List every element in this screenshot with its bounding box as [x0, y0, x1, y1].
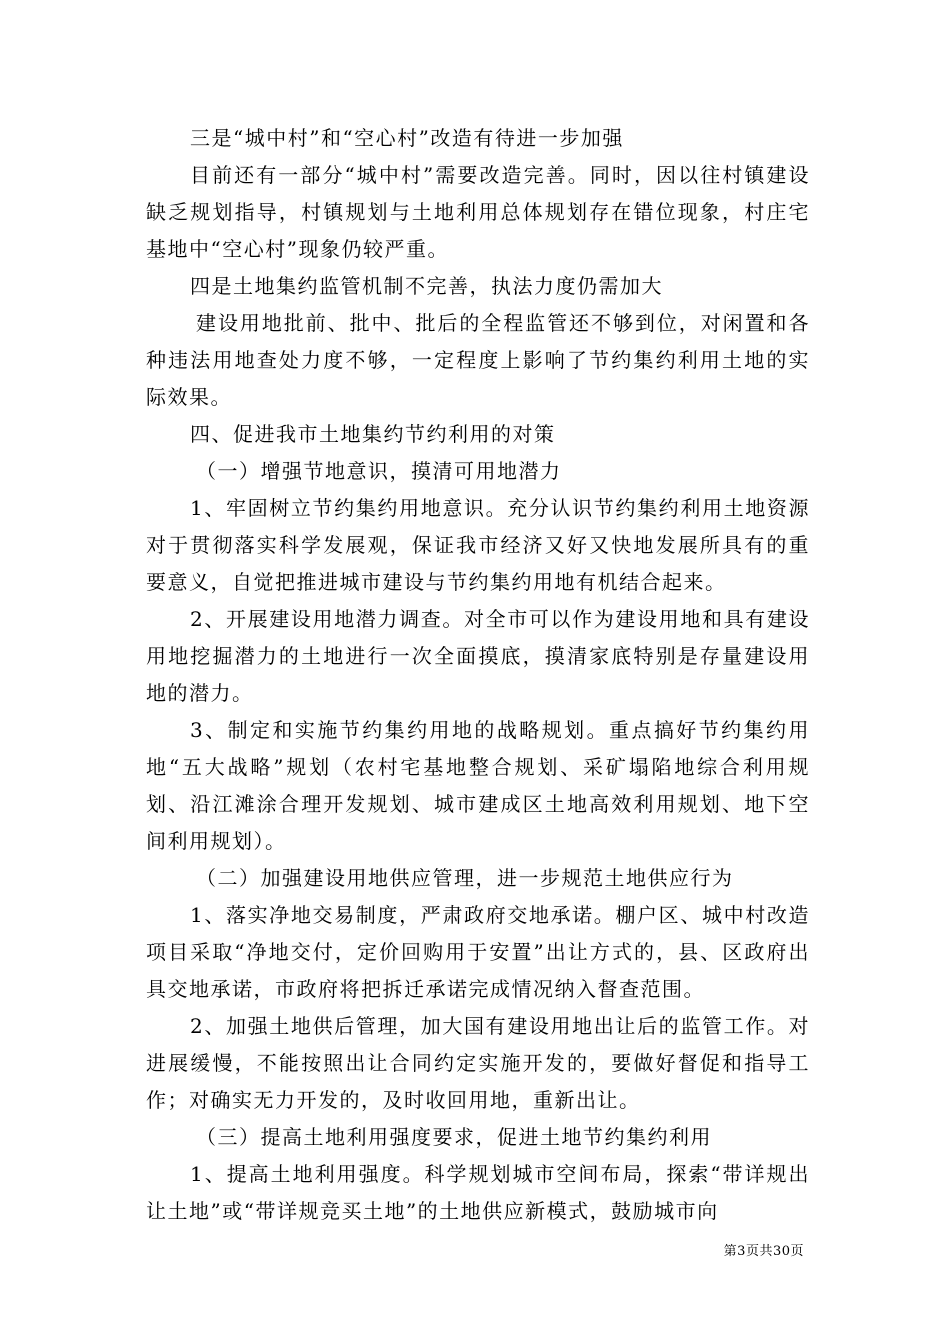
paragraph-item-3: 3、制定和实施节约集约用地的战略规划。重点搞好节约集约用地“五大战略”规划（农村宅基地整合规划、采矿塌陷地综合利用规划、沿江滩涂合理开发规划、城市建成区土地高效利用规划、地下空间利用规划）。: [146, 718, 810, 853]
paragraph-supply-item-2: 2、加强土地供后管理，加大国有建设用地出让后的监管工作。对进展缓慢，不能按照出让合同约定实施开发的，要做好督促和指导工作；对确实无力开发的，及时收回用地，重新出让。: [146, 1014, 810, 1112]
subheading-awareness: （一）增强节地意识，摸清可用地潜力: [196, 459, 562, 483]
heading-urban-villages: 三是“城中村”和“空心村”改造有待进一步加强: [190, 126, 624, 150]
subheading-intensity: （三）提高土地利用强度要求，促进土地节约集约利用: [196, 1125, 712, 1149]
paragraph-item-2: 2、开展建设用地潜力调查。对全市可以作为建设用地和具有建设用地挖掘潜力的土地进行一次全面摸底，摸清家底特别是存量建设用地的潜力。: [146, 607, 810, 705]
paragraph-item-1: 1、牢固树立节约集约用地意识。充分认识节约集约利用土地资源对于贯彻落实科学发展观，保证我市经济又好又快地发展所具有的重要意义，自觉把推进城市建设与节约集约用地有机结合起来。: [146, 496, 810, 594]
document-body: [146, 120, 810, 1230]
heading-supervision: 四是土地集约监管机制不完善，执法力度仍需加大: [190, 274, 663, 298]
paragraph-intensity-item-1: 1、提高土地利用强度。科学规划城市空间布局，探索“带详规出让土地”或“带详规竞买土地”的土地供应新模式，鼓励城市向: [146, 1162, 810, 1223]
paragraph-supervision: 建设用地批前、批中、批后的全程监管还不够到位，对闲置和各种违法用地查处力度不够，一定程度上影响了节约集约利用土地的实际效果。: [146, 311, 810, 409]
section-heading-countermeasures: 四、促进我市土地集约节约利用的对策: [190, 422, 556, 446]
page-number: 第3页共30页: [723, 1244, 804, 1259]
paragraph-urban-villages: 目前还有一部分“城中村”需要改造完善。同时，因以往村镇建设缺乏规划指导，村镇规划与土地利用总体规划存在错位现象，村庄宅基地中“空心村”现象仍较严重。: [146, 163, 810, 261]
subheading-supply-management: （二）加强建设用地供应管理，进一步规范土地供应行为: [196, 866, 734, 890]
paragraph-supply-item-1: 1、落实净地交易制度，严肃政府交地承诺。棚户区、城中村改造项目采取“净地交付，定价回购用于安置”出让方式的，县、区政府出具交地承诺，市政府将把拆迁承诺完成情况纳入督查范围。: [146, 903, 810, 1001]
